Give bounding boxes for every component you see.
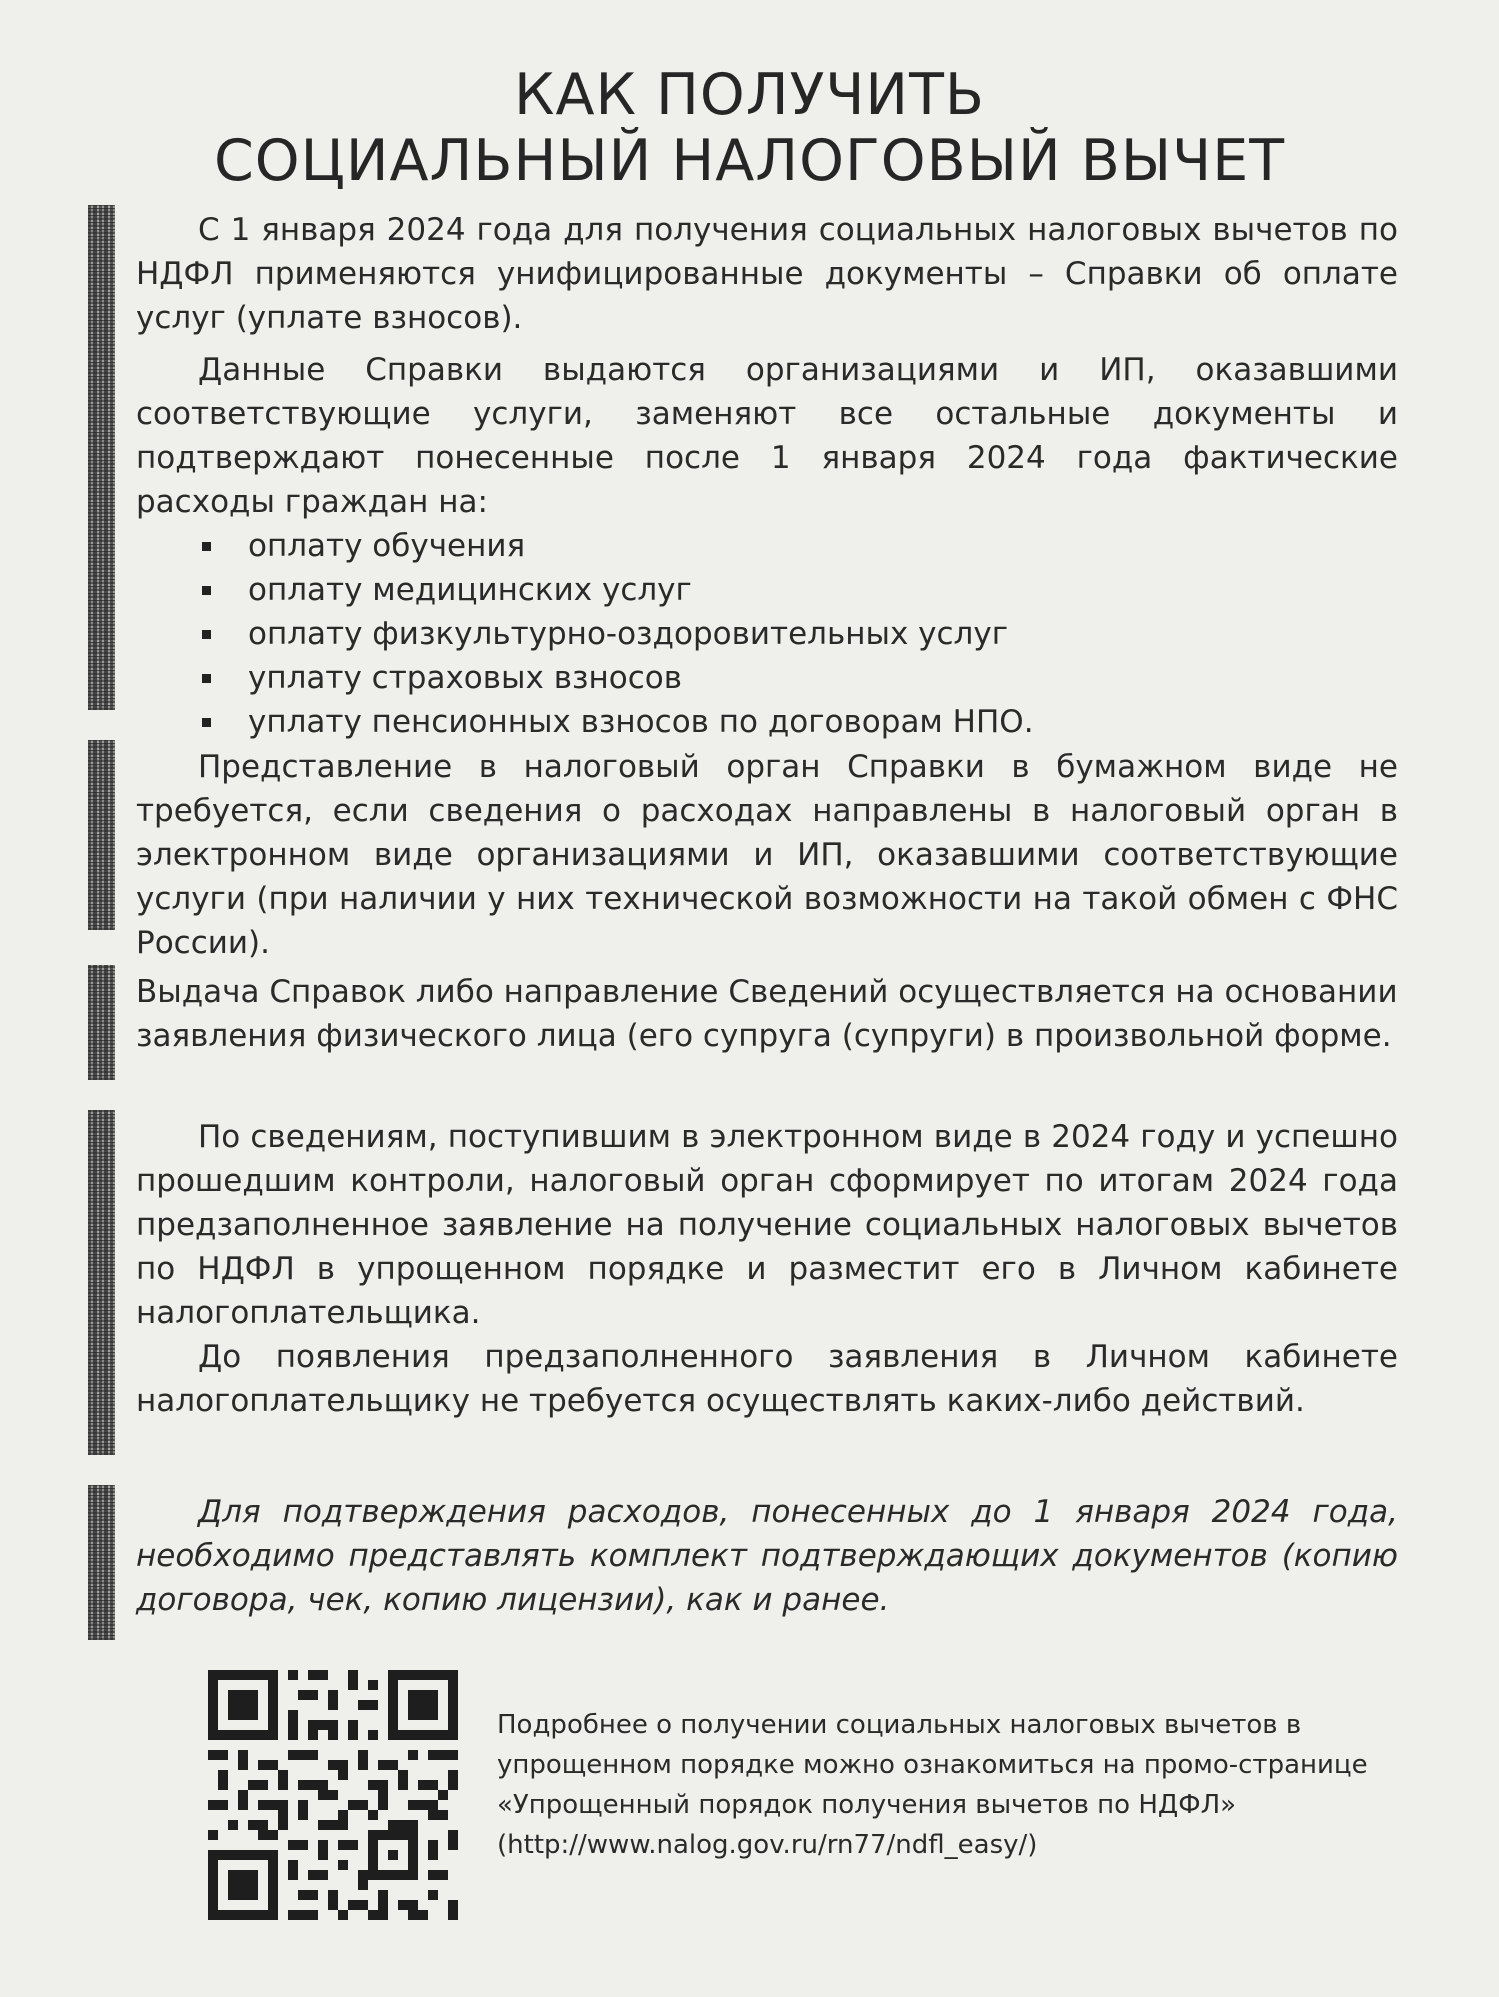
page-title [0,62,1499,194]
section-issuance [136,970,1398,1058]
margin-bar-1 [88,205,115,710]
list-item: оплату обучения [248,524,1398,568]
margin-bar-4 [88,1110,115,1455]
qr-code-icon [208,1670,458,1920]
footer-line-2: упрощенном порядке можно ознакомиться на промо-странице [497,1750,1368,1780]
footer-line-1: Подробнее о получении социальных налоговых вычетов в [497,1710,1302,1740]
title-line-1: КАК ПОЛУЧИТЬ [513,62,985,128]
prior-expenses-paragraph: Для подтверждения расходов, понесенных до 1 января 2024 года, необходимо представлять комплект подтверждающих документов (копию договора, чек, копию лицензии), как и ранее. [136,1494,1398,1618]
prefilled-paragraph-2: До появления предзаполненного заявления в Личном кабинете налогоплательщику не требуется осуществлять каких-либо действий. [136,1339,1398,1419]
section-intro [136,208,1398,744]
intro-paragraph-1: С 1 января 2024 года для получения социальных налоговых вычетов по НДФЛ применяются унифицированные документы – Справки об оплате услуг (уплате взносов). [136,212,1398,336]
margin-bar-2 [88,740,115,930]
electronic-paragraph: Представление в налоговый орган Справки в бумажном виде не требуется, если сведения о расходах направлены в налоговый орган в электронном виде организациями и ИП, оказавшими соответствующие услуги (при наличии у них технической возможности на такой обмен с ФНС России). [136,749,1398,961]
margin-bar-5 [88,1485,115,1640]
footer-link[interactable]: (http://www.nalog.gov.ru/rn77/ndfl_easy/) [497,1830,1038,1860]
intro-paragraph-2: Данные Справки выдаются организациями и ИП, оказавшими соответствующие услуги, заменяют все остальные документы и подтверждают понесенные после 1 января 2024 года фактические расходы граждан на: [136,352,1398,520]
footer-note [497,1705,1397,1865]
list-item: оплату медицинских услуг [248,568,1398,612]
expense-list [136,524,1398,744]
section-prefilled [136,1115,1398,1423]
list-item: уплату страховых взносов [248,656,1398,700]
issuance-paragraph: Выдача Справок либо направление Сведений осуществляется на основании заявления физического лица (его супруга (супруги) в произвольной форме. [136,974,1398,1054]
margin-bar-3 [88,965,115,1080]
footer-line-3: «Упрощенный порядок получения вычетов по НДФЛ» [497,1790,1237,1820]
title-line-2: СОЦИАЛЬНЫЙ НАЛОГОВЫЙ ВЫЧЕТ [213,128,1286,194]
list-item: уплату пенсионных взносов по договорам НПО. [248,700,1398,744]
section-electronic [136,745,1398,965]
list-item: оплату физкультурно-оздоровительных услуг [248,612,1398,656]
section-prior-expenses [136,1490,1398,1622]
prefilled-paragraph-1: По сведениям, поступившим в электронном виде в 2024 году и успешно прошедшим контроли, налоговый орган сформирует по итогам 2024 года предзаполненное заявление на получение социальных налоговых вычетов по НДФЛ в упрощенном порядке и разместит его в Личном кабинете налогоплательщика. [136,1119,1398,1331]
